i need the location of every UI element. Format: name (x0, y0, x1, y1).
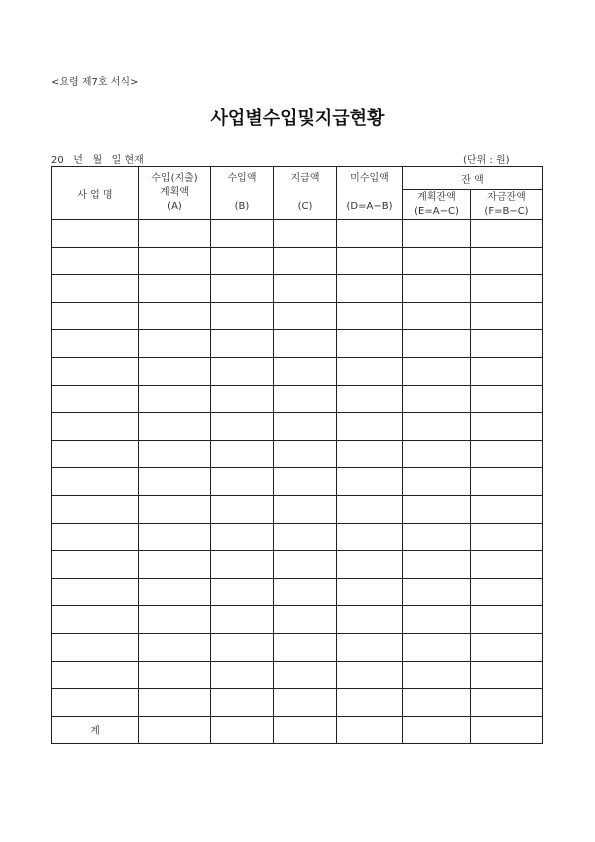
table-cell[interactable] (139, 247, 211, 275)
table-row (52, 413, 543, 441)
table-cell[interactable] (337, 468, 403, 496)
table-cell[interactable] (274, 440, 337, 468)
header-balance-group: 잔 액 (403, 167, 543, 190)
table-cell[interactable] (52, 220, 139, 248)
table-cell[interactable] (139, 633, 211, 661)
table-cell[interactable] (471, 468, 543, 496)
table-cell[interactable] (337, 661, 403, 689)
table-cell[interactable] (403, 606, 471, 634)
table-cell[interactable] (139, 330, 211, 358)
table-cell[interactable] (471, 440, 543, 468)
table-cell[interactable] (471, 523, 543, 551)
table-cell[interactable] (337, 523, 403, 551)
total-cell[interactable] (403, 716, 471, 744)
table-cell[interactable] (471, 385, 543, 413)
table-cell[interactable] (52, 302, 139, 330)
table-cell[interactable] (211, 413, 274, 441)
table-cell[interactable] (139, 275, 211, 303)
table-cell[interactable] (403, 495, 471, 523)
table-cell[interactable] (52, 633, 139, 661)
header-income-amount: 수입액 (B) (211, 167, 274, 220)
table-cell[interactable] (274, 578, 337, 606)
table-cell[interactable] (337, 357, 403, 385)
table-cell[interactable] (274, 385, 337, 413)
table-cell[interactable] (403, 578, 471, 606)
table-cell[interactable] (274, 495, 337, 523)
table-row (52, 357, 543, 385)
table-row (52, 689, 543, 717)
table-cell[interactable] (139, 220, 211, 248)
table-cell[interactable] (337, 606, 403, 634)
table-row (52, 385, 543, 413)
table-cell[interactable] (52, 413, 139, 441)
income-payment-table (51, 166, 543, 744)
table-cell[interactable] (52, 247, 139, 275)
header-payment-amount: 지급액 (C) (274, 167, 337, 220)
table-cell[interactable] (52, 578, 139, 606)
table-cell[interactable] (471, 220, 543, 248)
document-title: 사업별수입및지급현황 (210, 108, 385, 129)
table-row (52, 220, 543, 248)
table-cell[interactable] (52, 495, 139, 523)
table-cell[interactable] (471, 275, 543, 303)
table-cell[interactable] (139, 689, 211, 717)
table-cell[interactable] (403, 275, 471, 303)
table-cell[interactable] (139, 606, 211, 634)
table-cell[interactable] (211, 633, 274, 661)
table-cell[interactable] (211, 220, 274, 248)
table-cell[interactable] (471, 633, 543, 661)
table-cell[interactable] (337, 413, 403, 441)
table-cell[interactable] (471, 495, 543, 523)
table-row (52, 606, 543, 634)
table-cell[interactable] (403, 302, 471, 330)
table-cell[interactable] (403, 689, 471, 717)
table-cell[interactable] (52, 523, 139, 551)
table-cell[interactable] (403, 661, 471, 689)
table-cell[interactable] (471, 661, 543, 689)
header-plan-amount: 수입(지출) 계획액 (A) (139, 167, 211, 220)
table-cell[interactable] (274, 661, 337, 689)
table-cell[interactable] (274, 302, 337, 330)
total-cell[interactable] (139, 716, 211, 744)
table-cell[interactable] (403, 247, 471, 275)
table-cell[interactable] (52, 468, 139, 496)
table-cell[interactable] (139, 523, 211, 551)
table-cell[interactable] (403, 551, 471, 579)
table-cell[interactable] (403, 523, 471, 551)
table-cell[interactable] (211, 302, 274, 330)
table-row (52, 468, 543, 496)
table-cell[interactable] (211, 495, 274, 523)
table-cell[interactable] (211, 606, 274, 634)
total-row (52, 716, 543, 744)
header-fund-balance: 자금잔액 (F=B−C) (471, 190, 543, 220)
table-cell[interactable] (337, 275, 403, 303)
table-cell[interactable] (337, 689, 403, 717)
table-cell[interactable] (211, 468, 274, 496)
table-cell[interactable] (471, 357, 543, 385)
table-cell[interactable] (139, 413, 211, 441)
table-row (52, 302, 543, 330)
total-label: 계 (52, 716, 139, 744)
table-cell[interactable] (52, 661, 139, 689)
table-cell[interactable] (211, 247, 274, 275)
as-of-date-line: 20 년 월 일 현재 (51, 155, 144, 166)
table-cell[interactable] (52, 275, 139, 303)
table-cell[interactable] (337, 495, 403, 523)
total-cell[interactable] (274, 716, 337, 744)
table-cell[interactable] (274, 357, 337, 385)
table-cell[interactable] (471, 302, 543, 330)
table-cell[interactable] (274, 606, 337, 634)
table-cell[interactable] (274, 689, 337, 717)
table-cell[interactable] (403, 220, 471, 248)
table-cell[interactable] (274, 633, 337, 661)
total-cell[interactable] (211, 716, 274, 744)
table-row (52, 661, 543, 689)
table-row (52, 578, 543, 606)
table-cell[interactable] (52, 385, 139, 413)
table-cell[interactable] (274, 275, 337, 303)
table-row (52, 633, 543, 661)
table-cell[interactable] (211, 661, 274, 689)
table-cell[interactable] (52, 357, 139, 385)
table-cell[interactable] (337, 385, 403, 413)
table-cell[interactable] (274, 551, 337, 579)
table-cell[interactable] (337, 302, 403, 330)
total-cell[interactable] (337, 716, 403, 744)
total-cell[interactable] (471, 716, 543, 744)
header-plan-balance: 계획잔액 (E=A−C) (403, 190, 471, 220)
table-cell[interactable] (274, 220, 337, 248)
table-body (52, 220, 543, 744)
table-cell[interactable] (139, 495, 211, 523)
table-cell[interactable] (139, 357, 211, 385)
table-cell[interactable] (139, 440, 211, 468)
table-cell[interactable] (403, 468, 471, 496)
table-row (52, 440, 543, 468)
table-cell[interactable] (403, 357, 471, 385)
table-cell[interactable] (52, 689, 139, 717)
table-cell[interactable] (471, 578, 543, 606)
table-cell[interactable] (471, 551, 543, 579)
table-cell[interactable] (471, 606, 543, 634)
table-cell[interactable] (211, 551, 274, 579)
table-cell[interactable] (403, 413, 471, 441)
table-cell[interactable] (471, 413, 543, 441)
table-cell[interactable] (337, 578, 403, 606)
table-cell[interactable] (403, 633, 471, 661)
table-cell[interactable] (274, 247, 337, 275)
table-row (52, 495, 543, 523)
table-cell[interactable] (337, 220, 403, 248)
table-cell[interactable] (52, 551, 139, 579)
table-cell[interactable] (139, 661, 211, 689)
table-cell[interactable] (403, 440, 471, 468)
header-business-name: 사 업 명 (52, 167, 139, 220)
table-cell[interactable] (211, 357, 274, 385)
table-cell[interactable] (211, 385, 274, 413)
form-code: <요령 제7호 서식> (51, 77, 139, 88)
table-cell[interactable] (211, 330, 274, 358)
table-cell[interactable] (337, 330, 403, 358)
table-cell[interactable] (274, 523, 337, 551)
table-cell[interactable] (471, 247, 543, 275)
table-cell[interactable] (337, 247, 403, 275)
table-cell[interactable] (274, 413, 337, 441)
table-cell[interactable] (337, 440, 403, 468)
table-cell[interactable] (403, 385, 471, 413)
table-cell[interactable] (274, 468, 337, 496)
table-cell[interactable] (274, 330, 337, 358)
table-cell[interactable] (471, 689, 543, 717)
table-cell[interactable] (337, 551, 403, 579)
table-cell[interactable] (52, 330, 139, 358)
table-cell[interactable] (139, 551, 211, 579)
table-cell[interactable] (52, 440, 139, 468)
table-cell[interactable] (52, 606, 139, 634)
table-cell[interactable] (211, 689, 274, 717)
table-cell[interactable] (211, 440, 274, 468)
table-cell[interactable] (139, 468, 211, 496)
table-cell[interactable] (211, 275, 274, 303)
table-row (52, 275, 543, 303)
table-cell[interactable] (211, 523, 274, 551)
table-row (52, 247, 543, 275)
table-cell[interactable] (139, 302, 211, 330)
table-cell[interactable] (403, 330, 471, 358)
unit-label: (단위 : 원) (463, 155, 510, 166)
header-uncollected-amount: 미수입액 (D=A−B) (337, 167, 403, 220)
table-cell[interactable] (471, 330, 543, 358)
table-cell[interactable] (139, 385, 211, 413)
table-row (52, 330, 543, 358)
table-cell[interactable] (139, 578, 211, 606)
table-cell[interactable] (337, 633, 403, 661)
table-row (52, 523, 543, 551)
table-cell[interactable] (211, 578, 274, 606)
table-row (52, 551, 543, 579)
